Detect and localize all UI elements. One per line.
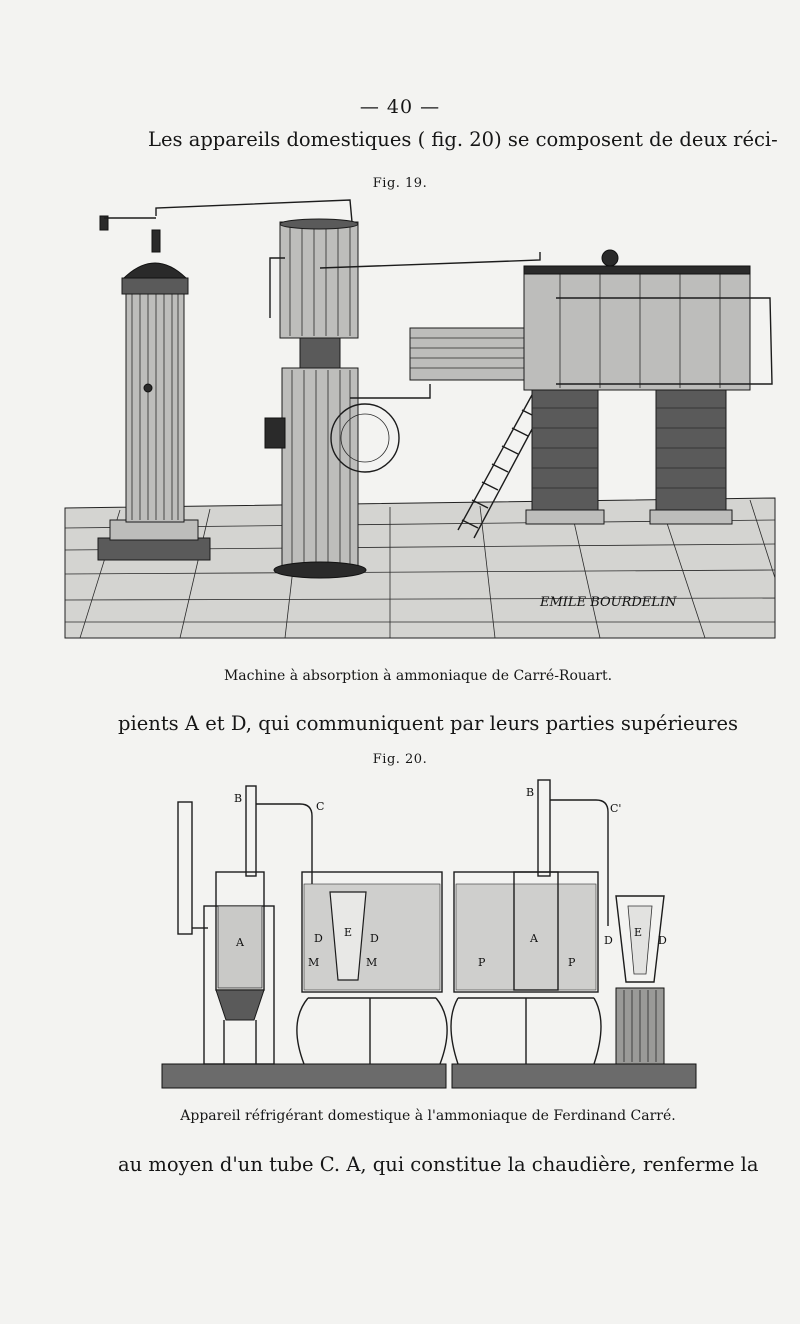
condenser-platform [410, 250, 772, 524]
ground-left [162, 1064, 446, 1088]
label-b-right: B [526, 786, 535, 799]
body-text-line-1: Les appareils domestiques ( fig. 20) se composent de deux réci- [148, 128, 778, 151]
figure-20-caption: Appareil réfrigérant domestique à l'ammoniaque de Ferdinand Carré. [180, 1108, 676, 1124]
label-p-right-1: P [478, 956, 486, 969]
label-m-left-2: M [366, 956, 378, 969]
refrigerator-d-right [616, 896, 664, 1064]
label-d-right-1: D [604, 934, 613, 947]
engraver-signature: EMILE BOURDELIN [540, 595, 677, 610]
body-text-line-2: pients A et D, qui communiquent par leurs parties supérieures [118, 712, 738, 735]
label-e-right: E [634, 926, 643, 939]
label-c-prime-right: C' [610, 802, 622, 815]
label-p-right-2: P [568, 956, 576, 969]
boiler-a-left [178, 786, 312, 1064]
figure-19-caption: Machine à absorption à ammoniaque de Carré-Rouart. [223, 668, 613, 684]
body-text-line-3: au moyen d'un tube C. A, qui constitue la chaudière, renferme la [118, 1153, 759, 1176]
ground-right [452, 1064, 696, 1088]
page-number: — 40 — [359, 96, 441, 118]
label-a-right: A [530, 932, 538, 945]
figure-20-label: Fig. 20. [372, 752, 428, 767]
label-m-left-1: M [308, 956, 320, 969]
label-a-left: A [236, 936, 244, 949]
label-d-right-2: D [658, 934, 667, 947]
figure-20-illustration [158, 776, 718, 1092]
label-b-left: B [234, 792, 243, 805]
boiler-a-right [451, 780, 608, 1064]
label-c-left: C [316, 800, 325, 813]
label-d-left-1: D [314, 932, 323, 945]
label-e-left: E [344, 926, 353, 939]
figure-19-illustration [60, 198, 780, 658]
label-d-left-2: D [370, 932, 379, 945]
figure-19-label: Fig. 19. [372, 176, 428, 191]
